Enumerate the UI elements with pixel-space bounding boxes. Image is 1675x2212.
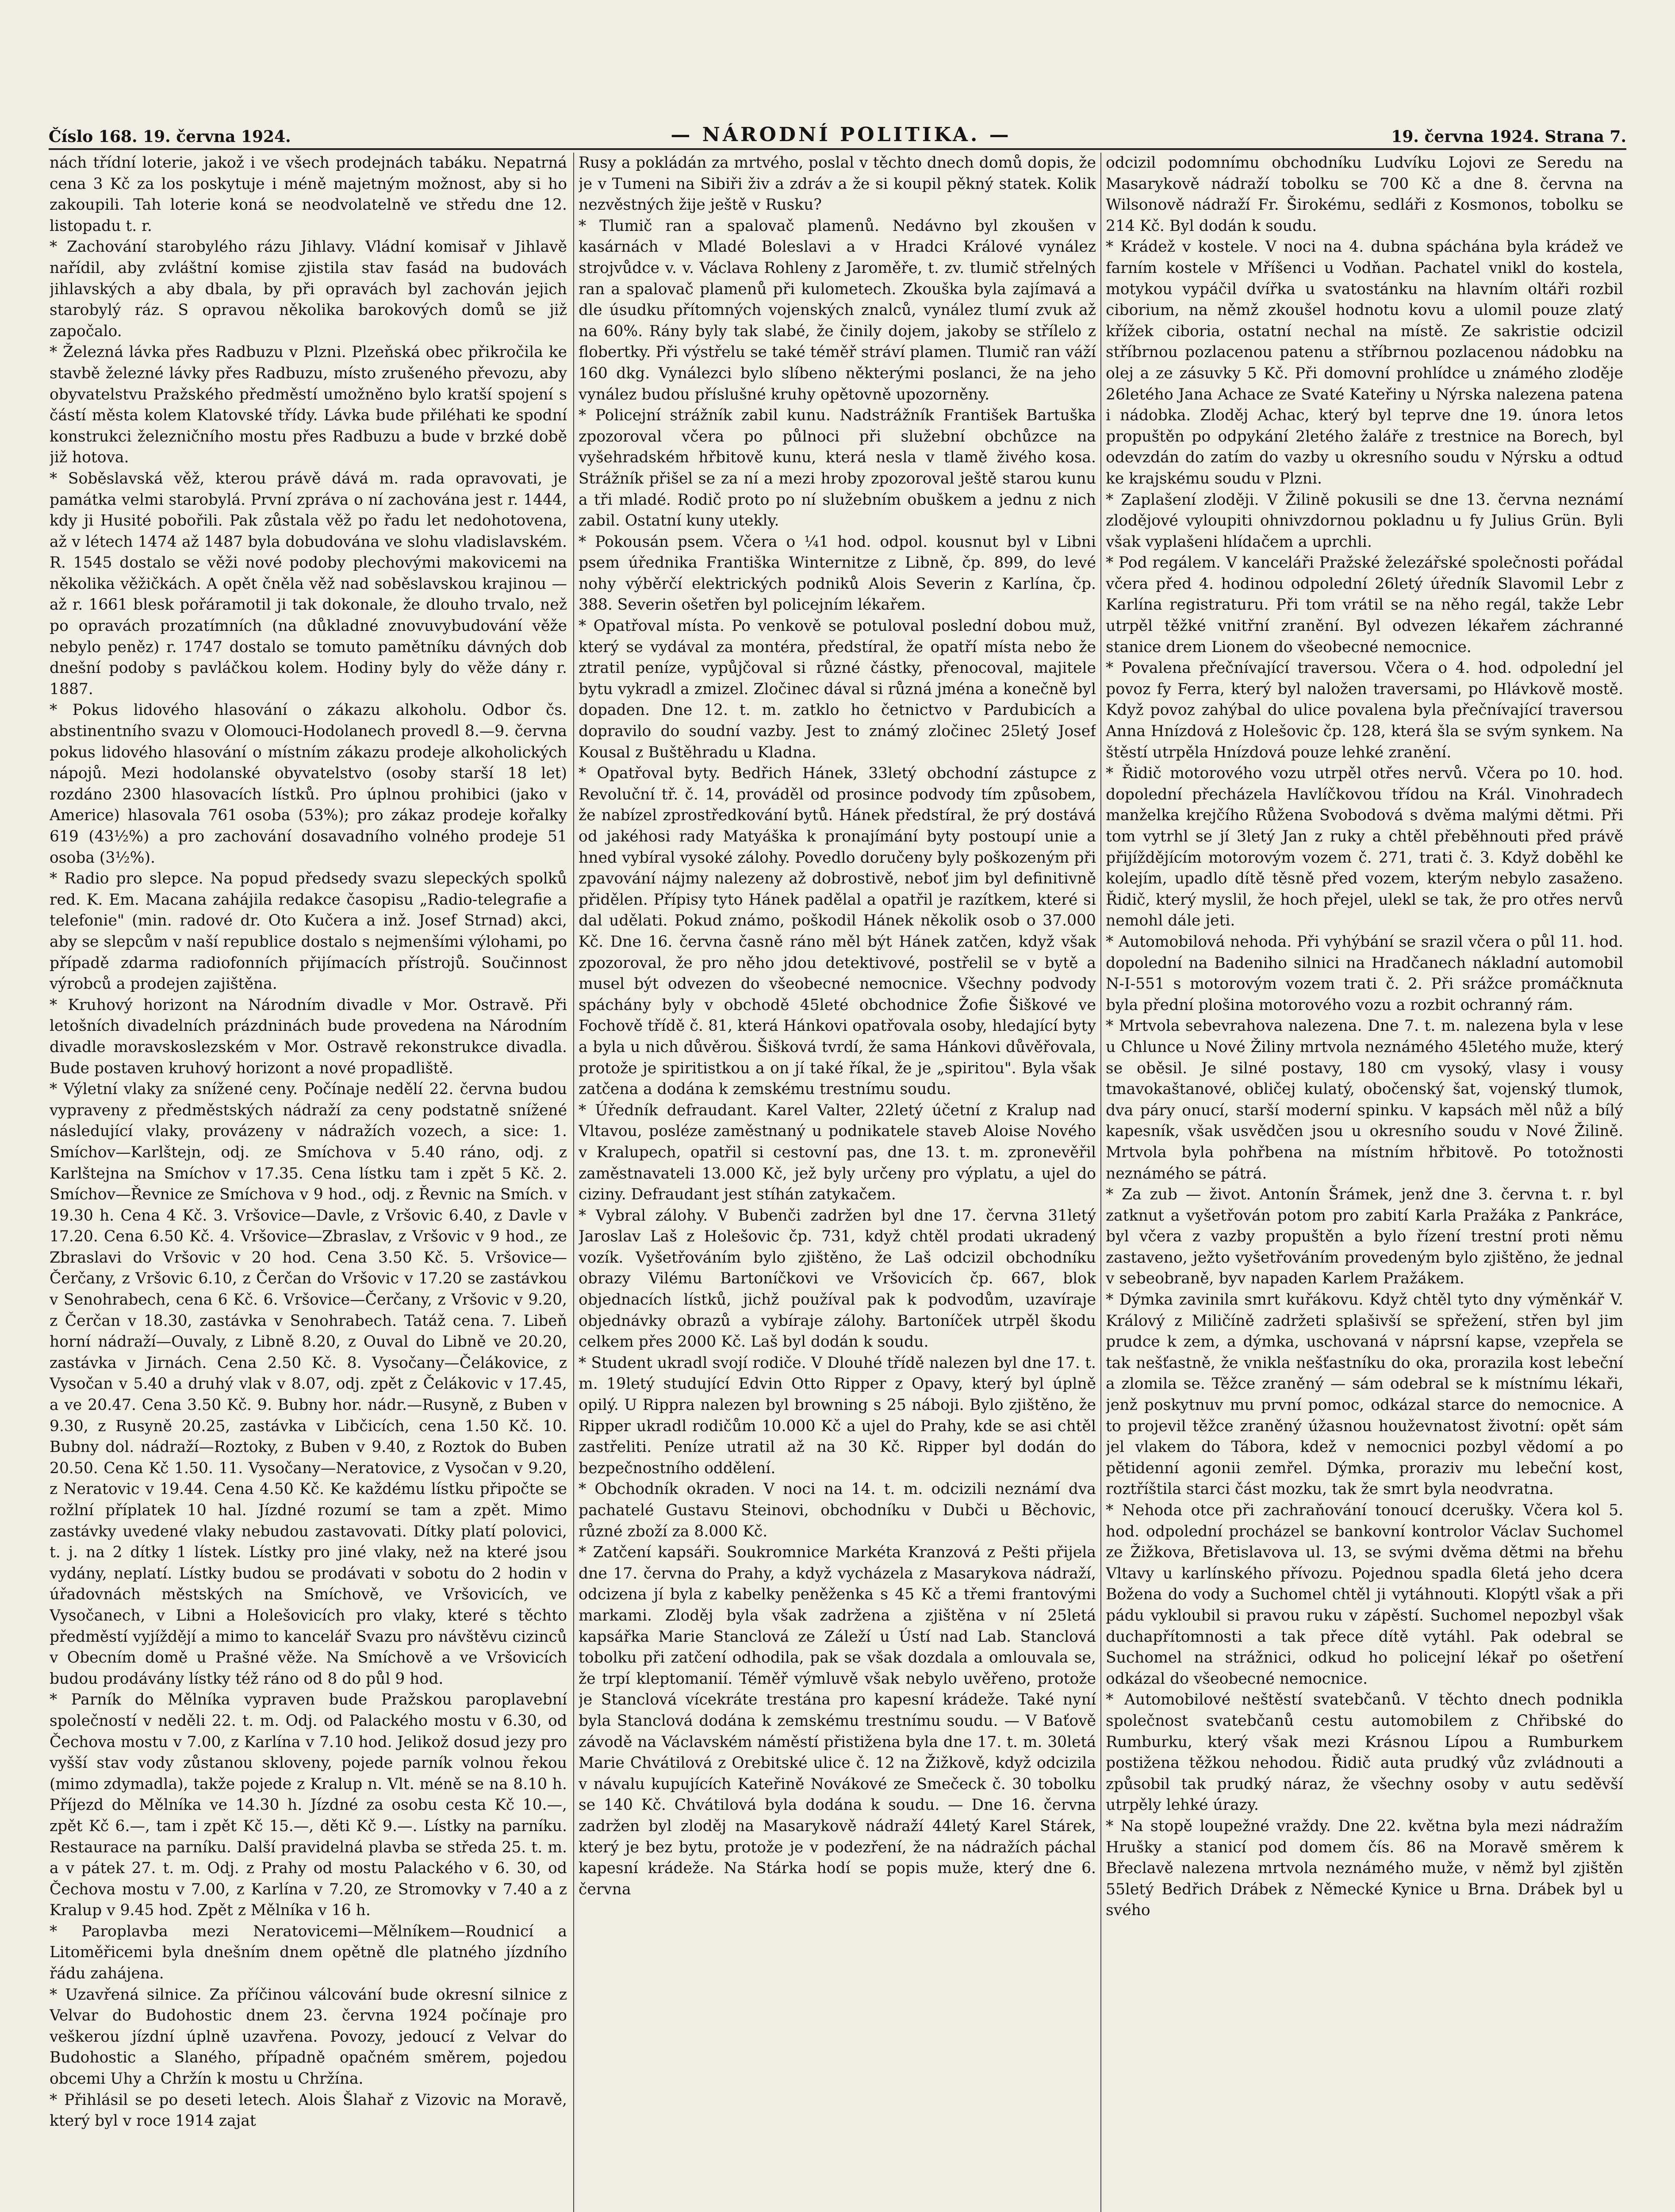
- article-paragraph: * Zatčení kapsáři. Soukromnice Markéta Kranzová z Pešti přijela dne 17. června do Prahy, a když vycházela z Masarykova nádraží, odcizena jí byla z kabelky peněženka s 45 Kč a třemi frantovými markami. Zloděj byla však zadržena a zjištěna v ní 25letá kapsářka Marie Stanclová ze Záleží u Ústí nad Lab. Stanclová tobolku při zatčení odhodila, pak se však dozdala a omlouvala se, že trpí kleptomanií. Téměř výmluvě však nebylo uvěřeno, protože je Stanclová vícekráte trestána pro kapesní krádeže. Také nyní byla Stanclová dodána k zemskému trestnímu soudu. — V Baťově závodě na Václavském náměstí přistižena byla dne 17. t. m. 30letá Marie Chvátilová z Orebitské ulice č. 12 na Žižkově, když odcizila v návalu kupujících Kateřině Novákové ze Smečeck č. 30 tobolku se 140 Kč. Chvátilová byla dodána k soudu. — Dne 16. června zadržen byl zloděj na Masarykově nádraží 44letý Karel Stárek, který je bez bytu, protože je v podezření, že na nádražích páchal kapesní krádeže. Na Stárka hodí se popis muže, který dne 6. června: [579, 1544, 1096, 1898]
- article-paragraph: * Pokus lidového hlasování o zákazu alkoholu. Odbor čs. abstinentního svazu v Olomouci-Hodolanech provedl 8.—9. června pokus lidového hlasování o místním zákazu prodeje alkoholických nápojů. Mezi hodolanské obyvatelstvo (osoby starší 18 let) rozdáno 2300 hlasovacích lístků. Pro úplnou prohibici (jako v Americe) hlasovala 761 osoba (53%); pro zákaz prodeje kořalky 619 (43½%) a pro zachování dosavadního volného prodeje 51 osoba (3½%).: [50, 701, 567, 867]
- article-paragraph: * Pokousán psem. Včera o ¼1 hod. odpol. kousnut byl v Libni psem úřednika Františka Winternitze z Libně, čp. 899, do levé nohy výběrčí elektrických podniků Alois Severin z Karlína, čp. 388. Severin ošetřen byl policejním lékařem.: [579, 533, 1096, 614]
- article-paragraph: * Soběslavská věž, kterou právě dává m. rada opravovati, je památka velmi starobylá. První zpráva o ní zachována jest r. 1444, kdy ji Husité pobořili. Pak zůstala věž po řadu let nedohotovena, až v létech 1474 až 1487 byla dobudována ve slohu vladislavském. R. 1545 dostalo se věži nové podoby plechovými makovicemi na několika věžičkách. A opět čněla věž nad soběslavskou krajinou — až r. 1661 blesk pořáramotil ji tak dokonale, že dlouho trvalo, než po opravách prozatímních (na důkladné znovuvybudování věže nebylo peněz) r. 1747 dostalo se tomuto pamětníku dávných dob dnešní podoby s pavláčkou kolem. Hodiny byly do věže dány r. 1887.: [50, 469, 567, 698]
- column-separator: [573, 153, 574, 2212]
- article-paragraph: * Uzavřená silnice. Za příčinou válcování bude okresní silnice z Velvar do Budohostic dnem 23. června 1924 počínaje pro veškerou jízdní úplně uzavřena. Povozy, jedoucí z Velvar do Budohostic a Slaného, případně opačném směrem, pojedou obcemi Uhy a Chržín k mostu u Chržína.: [50, 1985, 567, 2088]
- article-paragraph: * Policejní strážník zabil kunu. Nadstrážník František Bartuška zpozoroval včera po půlnoci při služební obchůzce na vyšehradském hřbitově kunu, která nesla v tlamě živého kosa. Strážník přišel se za ní a mezi hroby zpozoroval ještě starou kunu a tři mladé. Rodič proto po ní služebním obuškem a jednu z nich zabil. Ostatní kuny utekly.: [579, 407, 1096, 530]
- article-paragraph: * Paroplavba mezi Neratovicemi—Mělníkem—Roudnicí a Litoměřicemi byla dnešním dnem opětně dle platného jízdního řádu zahájena.: [50, 1922, 567, 1983]
- article-paragraph: * Zaplašení zloději. V Žilině pokusili se dne 13. června neznámí zlodějové vyloupiti ohnivzdornou pokladnu u fy Julius Grün. Byli však vyplašeni hlídačem a uprchli.: [1106, 491, 1623, 551]
- article-paragraph: * Přihlásil se po deseti letech. Alois Šlahař z Vizovic na Moravě, který byl v roce 1914 zajat: [50, 2091, 567, 2130]
- article-paragraph: * Vybral zálohy. V Bubenči zadržen byl dne 17. června 31letý Jaroslav Laš z Holešovic čp. 731, když chtěl prodati ukradený vozík. Vyšetřováním bylo zjištěno, že Laš odcizil obchodníku obrazy Vilému Bartoníčkovi ve Vršovicích čp. 667, blok objednacích lístků, jichž používal pak k podvodům, uzavíraje objednávky obrazů a vybíraje zálohy. Bartoníček utrpěl škodu celkem přes 2000 Kč. Laš byl dodán k soudu.: [579, 1206, 1096, 1351]
- header-page-number: 19. června 1924. Strana 7.: [1391, 127, 1626, 146]
- article-paragraph: * Automobilová nehoda. Při vyhýbání se srazil včera o půl 11. hod. dopolední na Badeniho silnici na Hradčanech nákladní automobil N-I-551 s motorovým vozem trati č. 2. Při srážce promáčknuta byla přední plošina motorového vozu a rozbit ochranný rám.: [1106, 933, 1623, 1014]
- article-paragraph: * Opatřoval byty. Bedřich Hánek, 33letý obchodní zástupce z Revoluční tř. č. 14, prováděl od prosince podvody tím způsobem, že nabízel zprostředkování bytů. Hánek předstíral, že prý dostává od jakéhosi rady Matyáška k pronajímání byty postoupí unie a hned vybíral vysoké zálohy. Povedlo doručeny byly poškozeným při zpavování nájmy nalezeny až dobrostivě, neboť jim byl definitivně přidělen. Přípisy tyto Hánek padělal a opatřil je razítkem, které si dal udělati. Pokud známo, poškodil Hánek několik osob o 37.000 Kč. Dne 16. června časně ráno měl být Hánek zatčen, když však zpozoroval, že pro něho jdou detektivové, postřelil se v bytě a musel být odvezen do všeobecné nemocnice. Všechny podvody spáchány byly v obchodě 45leté obchodnice Žofie Šiškové ve Fochově třídě č. 81, která Hánkovi opatřovala osoby, hledající byty a byla u nich důvěrou. Šišková tvrdí, že sama Hánkovi důvěřovala, protože je spiritistkou a on jí také říkal, že je „spiritou". Byla však zatčena a dodána k zemskému trestnímu soudu.: [579, 764, 1096, 1098]
- article-paragraph: * Řidič motorového vozu utrpěl otřes nervů. Včera po 10. hod. dopolední přecházela Havlíčkovou třídou na Král. Vinohradech manželka krejčího Růžena Svobodová s dvěma malými dětmi. Při tom vytrhl se jí 3letý Jan z ruky a chtěl přeběhnouti před právě přijíždějícím motorovým vozem č. 271, trati č. 3. Když doběhl ke kolejím, upadlo dítě těsně před vozem, kterým nebylo zasaženo. Řidič, který myslil, že hoch přejel, ulekl se tak, že pro otřes nervů nemohl dále jeti.: [1106, 764, 1623, 930]
- header-rule: [49, 148, 1626, 150]
- page-header: [49, 111, 1626, 146]
- article-paragraph: * Zachování starobylého rázu Jihlavy. Vládní komisař v Jihlavě nařídil, aby zvláštní komise zjistila stav fasád na budovách jihlavských a aby dbala, by při opravách byl zachován jejich starobylý ráz. S opravou několika barokových domů se již započalo.: [50, 238, 567, 340]
- column-left: [50, 153, 567, 2212]
- article-paragraph: * Úředník defraudant. Karel Valter, 22letý účetní z Kralup nad Vltavou, posléze zaměstnaný u podnikatele staveb Aloise Nového v Kralupech, opatřil si cestovní pas, dne 13. t. m. zpronevěřil zaměstnavateli 13.000 Kč, jež byly určeny pro výplatu, a ujel do ciziny. Defraudant jest stíhán zatykačem.: [579, 1101, 1096, 1204]
- newspaper-title: — NÁRODNÍ POLITIKA. —: [671, 123, 1012, 146]
- article-paragraph: * Mrtvola sebevrahova nalezena. Dne 7. t. m. nalezena byla v lese u Chlunce u Nové Žiliny mrtvola neznámého 45letého muže, který se oběsil. Je silné postavy, 180 cm vysoký, vlasy i vousy tmavokaštanové, obličej kulatý, obočenský šat, vojenský tlumok, dva páry onucí, starší moderní spinku. V kapsách měl nůž a bílý kapesník, však usvědčen jsou u okresního soudu v Nové Žilině. Mrtvola byla pohřbena na místním hřbitově. Po totožnosti neznámého se pátrá.: [1106, 1017, 1623, 1183]
- article-paragraph: * Povalena přečnívající traversou. Včera o 4. hod. odpolední jel povoz fy Ferra, který byl naložen traversami, po Hlávkově mostě. Když povoz zahýbal do ulice povalena byla přečnívající traversou Anna Hnízdová z Holešovic čp. 128, která šla se svým synkem. Na štěstí utrpěla Hnízdová pouze lehké zranění.: [1106, 659, 1623, 761]
- article-paragraph: * Za zub — život. Antonín Šrámek, jenž dne 3. června t. r. byl zatknut a vyšetřován potom pro zabití Karla Pražáka z Pankráce, byl včera z vazby propuštěn a bylo řízení trestní proti němu zastaveno, ježto vyšetřováním provedeným bylo zjištěno, že jednal v sebeobraně, byv napaden Karlem Pražákem.: [1106, 1186, 1623, 1288]
- article-paragraph: * Pod regálem. V kanceláři Pražské železářské společnosti pořádal včera před 4. hodinou odpolední 26letý úředník Slavomil Lebr z Karlína registraturu. Při tom vrátil se na něho regál, takže Lebr utrpěl těžké vnitřní zranění. Byl odvezen lékařem záchranné stanice drem Lionem do všeobecné nemocnice.: [1106, 554, 1623, 656]
- article-paragraph: * Kruhový horizont na Národním divadle v Mor. Ostravě. Při letošních divadelních prázdninách bude provedena na Národním divadle moravskoslezském v Mor. Ostravě rekonstrukce divadla. Bude postaven kruhový horizont a nové propadliště.: [50, 996, 567, 1077]
- article-paragraph: * Student ukradl svojí rodiče. V Dlouhé třídě nalezen byl dne 17. t. m. 19letý studující Edvin Otto Ripper z Opavy, který byl úplně opilý. U Rippra nalezen byl browning s 25 náboji. Bylo zjištěno, že Ripper ukradl rodičům 10.000 Kč a ujel do Prahy, kde se asi chtěl zastřeliti. Peníze utratil až na 30 Kč. Ripper byl dodán do bezpečnostního oddělení.: [579, 1354, 1096, 1477]
- article-paragraph: * Radio pro slepce. Na popud předsedy svazu slepeckých spolků red. K. Em. Macana zahájila redakce časopisu „Radio-telegrafie a telefonie" (min. radové dr. Oto Kučera a inž. Josef Strnad) akci, aby se slepcům v naší republice dostalo s nejmenšími výlohami, po případě zdarma radiofonních přijímacích přístrojů. Součinnost výrobců a prodejen zajištěna.: [50, 870, 567, 993]
- article-paragraph: odcizil podomnímu obchodníku Ludvíku Lojovi ze Seredu na Masarykově nádraží tobolku se 700 Kč a dne 8. června na Wilsonově nádraží Fr. Širokému, sedláři z Kosmonos, tobolku se 214 Kč. Byl dodán k soudu.: [1106, 154, 1623, 235]
- article-paragraph: nách třídní loterie, jakož i ve všech prodejnách tabáku. Nepatrná cena 3 Kč za los poskytuje i méně majetným možnost, aby si ho zakoupili. Tah loterie koná se neodvolatelně ve středu dne 12. listopadu t. r.: [50, 154, 567, 235]
- article-paragraph: * Parník do Mělníka vypraven bude Pražskou paroplavební společností v neděli 22. t. m. Odj. od Palackého mostu v 6.30, od Čechova mostu v 7.00, z Karlína v 7.10 hod. Jelikož dosud jezy pro vyšší stav vody zůstanou skloveny, pojede parník volnou řekou (mimo zdymadla), takže pojede z Kralup n. Vlt. méně se na 8.10 h. Příjezd do Mělníka ve 14.30 h. Jízdné za osobu cesta Kč 10.—, zpět Kč 6.—, tam i zpět Kč 15.—, děti Kč 9.—. Lístky na parníku. Restaurace na parníku. Další pravidelná plavba se středa 25. t. m. a v pátek 27. t. m. Odj. z Prahy od mostu Palackého v 6. 30, od Čechova mostu v 7.00, z Karlína v 7.20, ze Stromovky v 7.40 a z Kralup v 9.45 hod. Zpět z Mělníka v 16 h.: [50, 1691, 567, 1920]
- article-paragraph: * Na stopě loupežné vraždy. Dne 22. května byla mezi nádražím Hrušky a stanicí pod domem čís. 86 na Moravě směrem k Břeclavě nalezena mrtvola neznámého muže, v němž byl zjištěn 55letý Bedřich Drábek z Německé Kynice u Brna. Drábek byl u svého: [1106, 1817, 1623, 1920]
- article-paragraph: * Krádež v kostele. V noci na 4. dubna spáchána byla krádež ve farním kostele v Mříšenci u Vodňan. Pachatel vnikl do kostela, motykou vypáčil dvířka u svatostánku na hlavním oltáři rozbil ciborium, na němž zkoušel hodnotu kovu a ulomil pouze zlatý křížek ciboria, ostatní nechal na místě. Ze sakristie odcizil stříbrnou pozlacenou patenu a stříbrnou pozlacenou nádobku na olej a ze zásuvky 5 Kč. Při domovní prohlídce u známého zloděje 26letého Jana Achace ze Svaté Kateřiny u Nýrska nalezena patena i nádobka. Zloděj Achac, který byl teprve dne 19. února letos propuštěn po odpykání 2letého žaláře z trestnice na Borech, byl odevzdán do zatím do vazby u okresního soudu v Nýrsku a odtud ke krajskému soudu v Plzni.: [1106, 238, 1623, 488]
- article-paragraph: * Obchodník okraden. V noci na 14. t. m. odcizili neznámí dva pachatelé Gustavu Steinovi, obchodníku v Dubči u Běchovic, různé zboží za 8.000 Kč.: [579, 1480, 1096, 1540]
- header-issue-date: Číslo 168. 19. června 1924.: [49, 127, 291, 146]
- article-paragraph: Rusy a pokládán za mrtvého, poslal v těchto dnech domů dopis, že je v Tumeni na Sibiři živ a zdráv a že si koupil pěkný statek. Kolik nezvěstných žije ještě v Rusku?: [579, 154, 1096, 214]
- article-paragraph: * Automobilové neštěstí svatebčanů. V těchto dnech podnikla společnost svatebčanů cestu automobilem z Chřibské do Rumburku, který však mezi Krásnou Lípou a Rumburkem postižena těžkou nehodou. Řidič auta prudký vůz zvládnouti a způsobil tak prudký náraz, že všechny osoby v autu seděvší utrpěly lehké úrazy.: [1106, 1691, 1623, 1814]
- article-paragraph: * Dýmka zavinila smrt kuřákovu. Když chtěl tyto dny výměnkář V. Králový z Miličíně zadržeti splašivší se spřežení, střen byl jim prudce k zem, a dýmka, uschovaná v náprsní kapse, vzepřela se tak nešťastně, že vnikla nešťastníku do oka, prorazila kost lebeční a zlomila se. Těžce zraněný — sám odebral se k místnímu lékaři, jenž poskytnuv mu první pomoc, odkázal starce do nemocnice. A to projevil těžce zraněný úžasnou houževnatost životní: opět sám jel vlakem do Tábora, kdež v nemocnici pozbyl vědomí a po pětidenní agonii zemřel. Dýmka, proraziv mu lebeční kost, roztříštila starci část mozku, tak že smrt byla neodvratna.: [1106, 1291, 1623, 1498]
- article-paragraph: * Opatřoval místa. Po venkově se potuloval poslední dobou muž, který se vydával za montéra, předstíral, že opatří místa nebo že ztratil peníze, vypůjčoval si různé částky, přenocoval, majitele bytu vykradl a zmizel. Zločinec dával si různá jména a konečně byl dopaden. Dne 12. t. m. zatklo ho četnictvo v Pardubicích a dopravilo do soudní vazby. Jest to známý zločinec 25letý Josef Kousal z Buštěhradu u Kladna.: [579, 617, 1096, 761]
- column-middle: [579, 153, 1096, 2212]
- article-paragraph: * Tlumič ran a spalovač plamenů. Nedávno byl zkoušen v kasárnách v Mladé Boleslavi a v Hradci Králové vynález strojvůdce v. v. Václava Rohleny z Jaroměře, t. zv. tlumič střelných ran a spalovač plamenů při kulometech. Zkouška byla zajímavá a dle úsudku přítomných vojenských znalců, vynález tlumí zvuk až na 60%. Rány byly tak slabé, že činily dojem, jakoby se střílelo z flobertky. Při výstřelu se také téměř stráví plamen. Tlumič ran váží 160 dkg. Vynálezci bylo slíbeno některými poslanci, že na jeho vynález budou příslušné kruhy opětovně upozorněny.: [579, 217, 1096, 403]
- article-paragraph: * Výletní vlaky za snížené ceny. Počínaje nedělí 22. června budou vypraveny z předměstských nádraží za ceny podstatně snížené následující vlaky, provázeny v nádražích vozech, a sice: 1. Smíchov—Karlštejn, odj. ze Smíchova v 5.40 ráno, odj. z Karlštejna na Smíchov v 17.35. Cena lístku tam i zpět 5 Kč. 2. Smíchov—Řevnice ze Smíchova v 9 hod., odj. z Řevnic na Smích. v 19.30 h. Cena 4 Kč. 3. Vršovice—Davle, z Vršovic 6.40, z Davle v 17.20. Cena 6.50 Kč. 4. Vršovice—Zbraslav, z Vršovic v 9 hod., ze Zbraslavi do Vršovic v 20 hod. Cena 3.50 Kč. 5. Vršovice—Čerčany, z Vršovic 6.10, z Čerčan do Vršovic v 17.20 se zastávkou v Senohrabech, cena 6 Kč. 6. Vršovice—Čerčany, z Vršovic v 9.20, z Čerčan v 18.30, zastávka v Senohrabech. Tatáž cena. 7. Libeň horní nádraží—Ouvaly, z Libně 8.20, z Ouval do Libně ve 20.20, zastávka v Jirnách. Cena 2.50 Kč. 8. Vysočany—Čelákovice, z Vysočan v 5.40 a druhý vlak v 8.07, odj. zpět z Čelákovic v 17.45, a ve 20.47. Cena 3.50 Kč. 9. Bubny hor. nádr.—Rusyně, z Buben v 9.30, z Rusyně 20.25, zastávka v Libčicích, cena 1.50 Kč. 10. Bubny dol. nádraží—Roztoky, z Buben v 9.40, z Roztok do Buben 20.50. Cena Kč 1.50. 11. Vysočany—Neratovice, z Vysočan v 9.20, z Neratovic v 19.44. Cena 4.50 Kč. Ke každému lístku připočte se rožlní příplatek 10 hal. Jízdné rozumí se tam a zpět. Mimo zastávky uvedené vlaky nebudou zastavovati. Dítky platí polovici, t. j. na 2 dítky 1 lístek. Lístky pro jiné vlaky, než na které jsou vydány, neplatí. Lístky budou se prodávati v sobotu do 2 hodin v úřadovnách městských na Smíchově, ve Vršovicích, ve Vysočanech, v Libni a Holešovicích pro vlaky, které s těchto předměstí vyjíždějí a mimo to kancelář Svazu pro návštěvu cizinců v Obecním domě u Prašné věže. Na Smíchově a ve Vršovicích budou prodávány lístky též ráno od 8 do půl 9 hod.: [50, 1080, 567, 1688]
- article-paragraph: * Železná lávka přes Radbuzu v Plzni. Plzeňská obec přikročila ke stavbě železné lávky přes Radbuzu, místo zrušeného převozu, aby obyvatelstvu Pražského předměstí umožněno bylo kratší spojení s částí města kolem Klatovské třídy. Lávka bude přiléhati ke spodní konstrukci železničního mostu přes Radbuzu a bude v brzké době již hotova.: [50, 343, 567, 467]
- article-paragraph: * Nehoda otce při zachraňování tonoucí dcerušky. Včera kol 5. hod. odpolední procházel se bankovní kontrolor Václav Suchomel ze Žižkova, Břetislavova ul. 13, se svými dvěma dětmi na břehu Vltavy u karlínského přívozu. Pojednou spadla 6letá jeho dcera Božena do vody a Suchomel chtěl ji vytáhnouti. Klopýtl však a při pádu vykloubil si pravou ruku v zápěstí. Suchomel nepozbyl však duchapřítomnosti a tak přece dítě vytáhl. Pak odebral se Suchomel na strážnici, odkud ho policejní lékař po ošetření odkázal do všeobecné nemocnice.: [1106, 1502, 1623, 1688]
- column-separator: [1100, 153, 1101, 2212]
- column-right: [1106, 153, 1623, 2212]
